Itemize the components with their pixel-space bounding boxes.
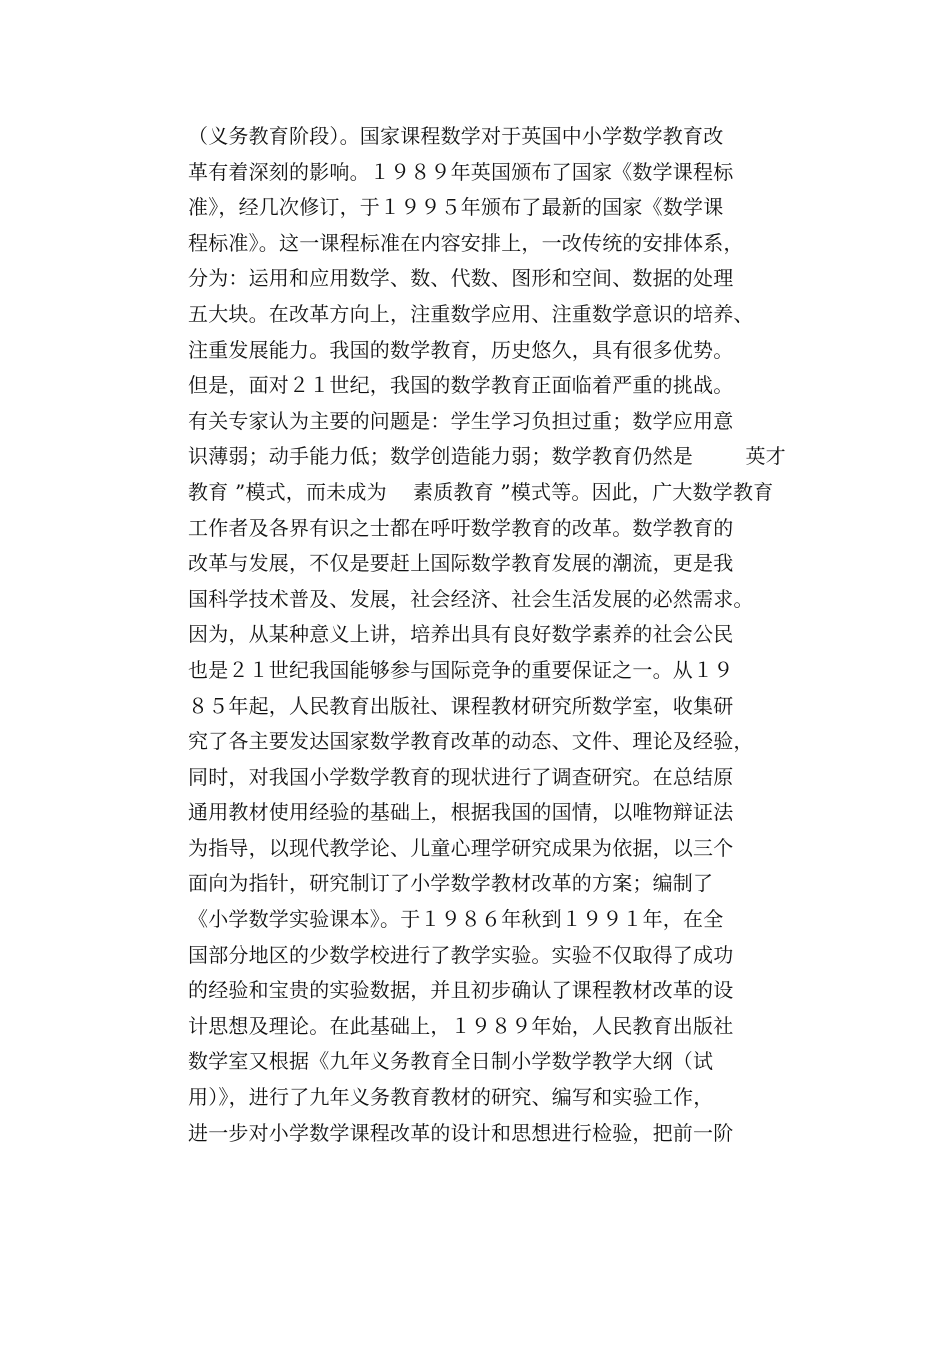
text-line: 程标准》。这一课程标准在内容安排上，一改传统的安排体系，: [188, 230, 744, 255]
text-line: 工作者及各界有识之士都在呼吁数学教育的改革。数学教育的: [188, 515, 734, 540]
text-line: 教育 ”模式，而未成为 素质教育 ”模式等。因此，广大数学教育: [188, 479, 774, 504]
text-line: 改革与发展，不仅是要赶上国际数学教育发展的潮流，更是我: [188, 551, 734, 576]
text-line: 《小学数学实验课本》。于１９８６年秋到１９９１年，在全: [188, 907, 724, 932]
text-line: 革有着深刻的影响。１９８９年英国颁布了国家《数学课程标: [188, 159, 734, 184]
text-line: 也是２１世纪我国能够参与国际竞争的重要保证之一。从１９: [188, 657, 734, 682]
text-line: 面向为指针，研究制订了小学数学教材改革的方案；编制了: [188, 871, 714, 896]
text-line: 究了各主要发达国家数学教育改革的动态、文件、理论及经验，: [188, 729, 754, 754]
text-line: 准》，经几次修订，于１９９５年颁布了最新的国家《数学课: [188, 195, 724, 220]
text-line: 注重发展能力。我国的数学教育，历史悠久，具有很多优势。: [188, 337, 734, 362]
text-line: 用）》，进行了九年义务教育教材的研究、编写和实验工作，: [188, 1085, 714, 1110]
text-line: 计思想及理论。在此基础上，１９８９年始，人民教育出版社: [188, 1013, 734, 1038]
text-line: 数学室又根据《九年义务教育全日制小学数学教学大纲（试: [188, 1049, 714, 1074]
text-line: 分为：运用和应用数学、数、代数、图形和空间、数据的处理: [188, 266, 734, 291]
text-line: 的经验和宝贵的实验数据，并且初步确认了课程教材改革的设: [188, 978, 734, 1003]
text-line: 国部分地区的少数学校进行了教学实验。实验不仅取得了成功: [188, 942, 734, 967]
text-line: 进一步对小学数学课程改革的设计和思想进行检验，把前一阶: [188, 1120, 734, 1145]
body-text: [188, 119, 828, 1151]
text-line: ８５年起，人民教育出版社、课程教材研究所数学室，收集研: [188, 693, 734, 718]
text-line: （义务教育阶段）。国家课程数学对于英国中小学数学教育改: [188, 124, 724, 148]
text-line: 但是，面对２１世纪，我国的数学教育正面临着严重的挑战。: [188, 373, 734, 398]
text-line: 五大块。在改革方向上，注重数学应用、注重数学意识的培养、: [188, 301, 754, 326]
text-line: 国科学技术普及、发展，社会经济、社会生活发展的必然需求。: [188, 586, 754, 611]
text-line: 识薄弱；动手能力低；数学创造能力弱；数学教育仍然是 英才: [188, 444, 786, 469]
text-line: 因为，从某种意义上讲，培养出具有良好数学素养的社会公民: [188, 622, 734, 647]
text-line: 通用教材使用经验的基础上，根据我国的国情，以唯物辩证法: [188, 800, 734, 825]
text-line: 为指导，以现代教学论、儿童心理学研究成果为依据，以三个: [188, 835, 734, 860]
text-line: 同时，对我国小学数学教育的现状进行了调查研究。在总结原: [188, 764, 734, 789]
text-line: 有关专家认为主要的问题是：学生学习负担过重；数学应用意: [188, 408, 734, 433]
